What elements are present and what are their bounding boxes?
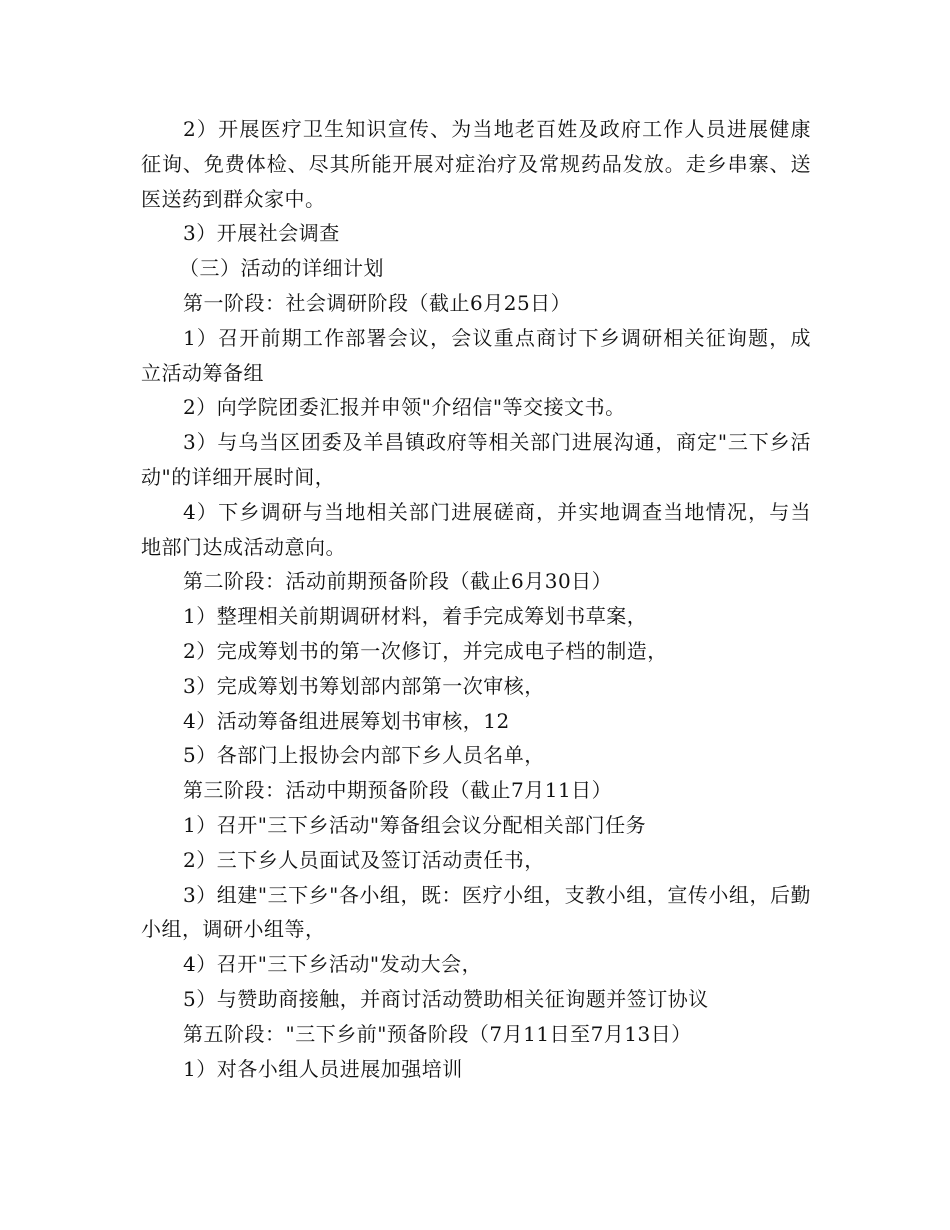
phase3-item-1: 1）召开"三下乡活动"筹备组会议分配相关部门任务 bbox=[183, 812, 647, 837]
paragraph-social-survey: 3）开展社会调查 bbox=[183, 221, 340, 246]
phase2-item-3: 3）完成筹划书筹划部内部第一次审核， bbox=[183, 673, 545, 698]
section-heading-detailed-plan: （三）活动的详细计划 bbox=[179, 256, 384, 281]
phase2-item-2: 2）完成筹划书的第一次修订，并完成电子档的制造， bbox=[183, 638, 668, 663]
phase3-item-5: 5）与赞助商接触，并商讨活动赞助相关征询题并签订协议 bbox=[183, 986, 709, 1011]
phase-heading-1: 第一阶段：社会调研阶段（截止6月25日） bbox=[183, 290, 572, 315]
phase2-item-4: 4）活动筹备组进展筹划书审核，12 bbox=[183, 708, 510, 733]
document-body bbox=[141, 112, 811, 1086]
phase1-item-1: 1）召开前期工作部署会议，会议重点商讨下乡调研相关征询题，成立活动筹备组 bbox=[141, 325, 811, 385]
paragraph-medical-publicity: 2）开展医疗卫生知识宣传、为当地老百姓及政府工作人员进展健康征询、免费体检、尽其所能开展对症治疗及常规药品发放。走乡串寨、送医送药到群众家中。 bbox=[141, 117, 811, 211]
phase2-item-1: 1）整理相关前期调研材料，着手完成筹划书草案， bbox=[183, 604, 648, 629]
phase-heading-5: 第五阶段："三下乡前"预备阶段（7月11日至7月13日） bbox=[183, 1021, 692, 1046]
phase-heading-3: 第三阶段：活动中期预备阶段（截止7月11日） bbox=[183, 778, 613, 803]
phase1-item-4: 4）下乡调研与当地相关部门进展磋商，并实地调查当地情况，与当地部门达成活动意向。 bbox=[141, 499, 811, 559]
phase3-item-2: 2）三下乡人员面试及签订活动责任书， bbox=[183, 847, 545, 872]
phase3-item-3: 3）组建"三下乡"各小组，既：医疗小组，支教小组，宣传小组，后勤小组，调研小组等， bbox=[141, 882, 811, 942]
phase1-item-2: 2）向学院团委汇报并申领"介绍信"等交接文书。 bbox=[183, 395, 626, 420]
phase2-item-5: 5）各部门上报协会内部下乡人员名单， bbox=[183, 743, 545, 768]
phase-heading-2: 第二阶段：活动前期预备阶段（截止6月30日） bbox=[183, 569, 613, 594]
phase5-item-1: 1）对各小组人员进展加强培训 bbox=[183, 1056, 463, 1081]
phase1-item-3: 3）与乌当区团委及羊昌镇政府等相关部门进展沟通，商定"三下乡活动"的详细开展时间， bbox=[141, 430, 811, 489]
phase3-item-4: 4）召开"三下乡活动"发动大会， bbox=[183, 952, 483, 977]
